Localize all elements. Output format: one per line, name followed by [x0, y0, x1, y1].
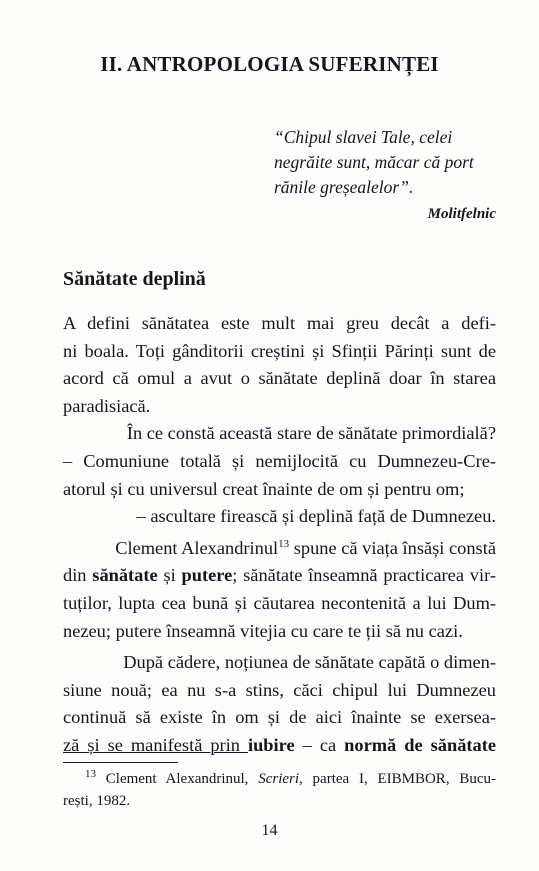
text-line: După cădere, noțiunea de sănătate capătă o dimen-: [123, 652, 496, 673]
text-line: ni boala. Toți gânditorii creștini și Sfinții Părinți sunt de: [63, 340, 496, 361]
footnote-ref: 13: [278, 537, 290, 550]
footnote-line: rești, 1982.: [63, 793, 131, 809]
section-heading: Sănătate deplină: [63, 268, 206, 290]
bold-term: iubire: [247, 734, 295, 755]
bold-term: normă de sănătate: [344, 734, 496, 755]
text-line: nezeu; putere înseamnă vitejia cu care te ții să nu cazi.: [63, 620, 463, 641]
text-line: – ascultare firească și deplină față de Dumnezeu.: [136, 506, 496, 527]
epigraph-line: “Chipul slavei Tale, celei: [274, 127, 453, 147]
text-line: siune nouă; ea nu s-a stins, căci chipul lui Dumnezeu: [63, 679, 496, 700]
page-number: 14: [261, 822, 278, 839]
epigraph-line: negrăite sunt, măcar că port: [274, 152, 474, 172]
epigraph-line: rănile greșealelor”.: [274, 177, 414, 197]
chapter-title: II. ANTROPOLOGIA SUFERINȚEI: [100, 52, 439, 76]
text-line: – Comuniune totală și nemijlocită cu Dumnezeu-Cre-: [63, 450, 496, 471]
text-line: [63, 732, 496, 760]
footnote-line: [63, 768, 496, 790]
text-line: paradisiacă.: [63, 395, 151, 416]
text-line: tuților, lupta cea bună și căutarea necontenită a lui Dum-: [63, 592, 496, 613]
text-line: [63, 535, 496, 563]
bold-term: sănătate: [92, 565, 158, 586]
text-span: și: [157, 565, 182, 586]
text-line: atorul și cu universul creat înainte de om și pentru om;: [63, 478, 465, 499]
text-span: spune că viața însăși constă: [289, 537, 496, 558]
text-line: continuă să existe în om și de aici înainte se exersea-: [63, 707, 496, 728]
bold-term: putere: [181, 565, 233, 586]
text-line: [63, 562, 496, 590]
body-text: [63, 310, 496, 760]
text-line: În ce constă această stare de sănătate primordială?: [126, 423, 496, 444]
footnote-title: Scrieri: [258, 771, 300, 787]
epigraph: [274, 125, 496, 200]
text-span: Clement Alexandrinul: [115, 537, 279, 558]
epigraph-author: Molitfelnic: [427, 206, 496, 222]
text-span: , partea I, EIBMBOR, Bucu-: [299, 771, 496, 787]
text-line: acord că omul a avut o sănătate deplină doar în starea: [63, 368, 496, 389]
footnote-divider: [63, 762, 178, 763]
text-span: ză și se manifestă prin: [63, 734, 248, 755]
footnote: [63, 768, 496, 812]
footnote-number: 13: [85, 768, 96, 780]
text-span: – ca: [294, 734, 345, 755]
text-span: ; sănătate înseamnă practicarea vir-: [232, 565, 496, 586]
text-span: A defini sănătatea este mult mai greu decât a defi-: [63, 313, 496, 333]
text-span: Clement Alexandrinul,: [96, 771, 259, 787]
text-line: [63, 310, 496, 338]
text-span: din: [63, 565, 93, 586]
